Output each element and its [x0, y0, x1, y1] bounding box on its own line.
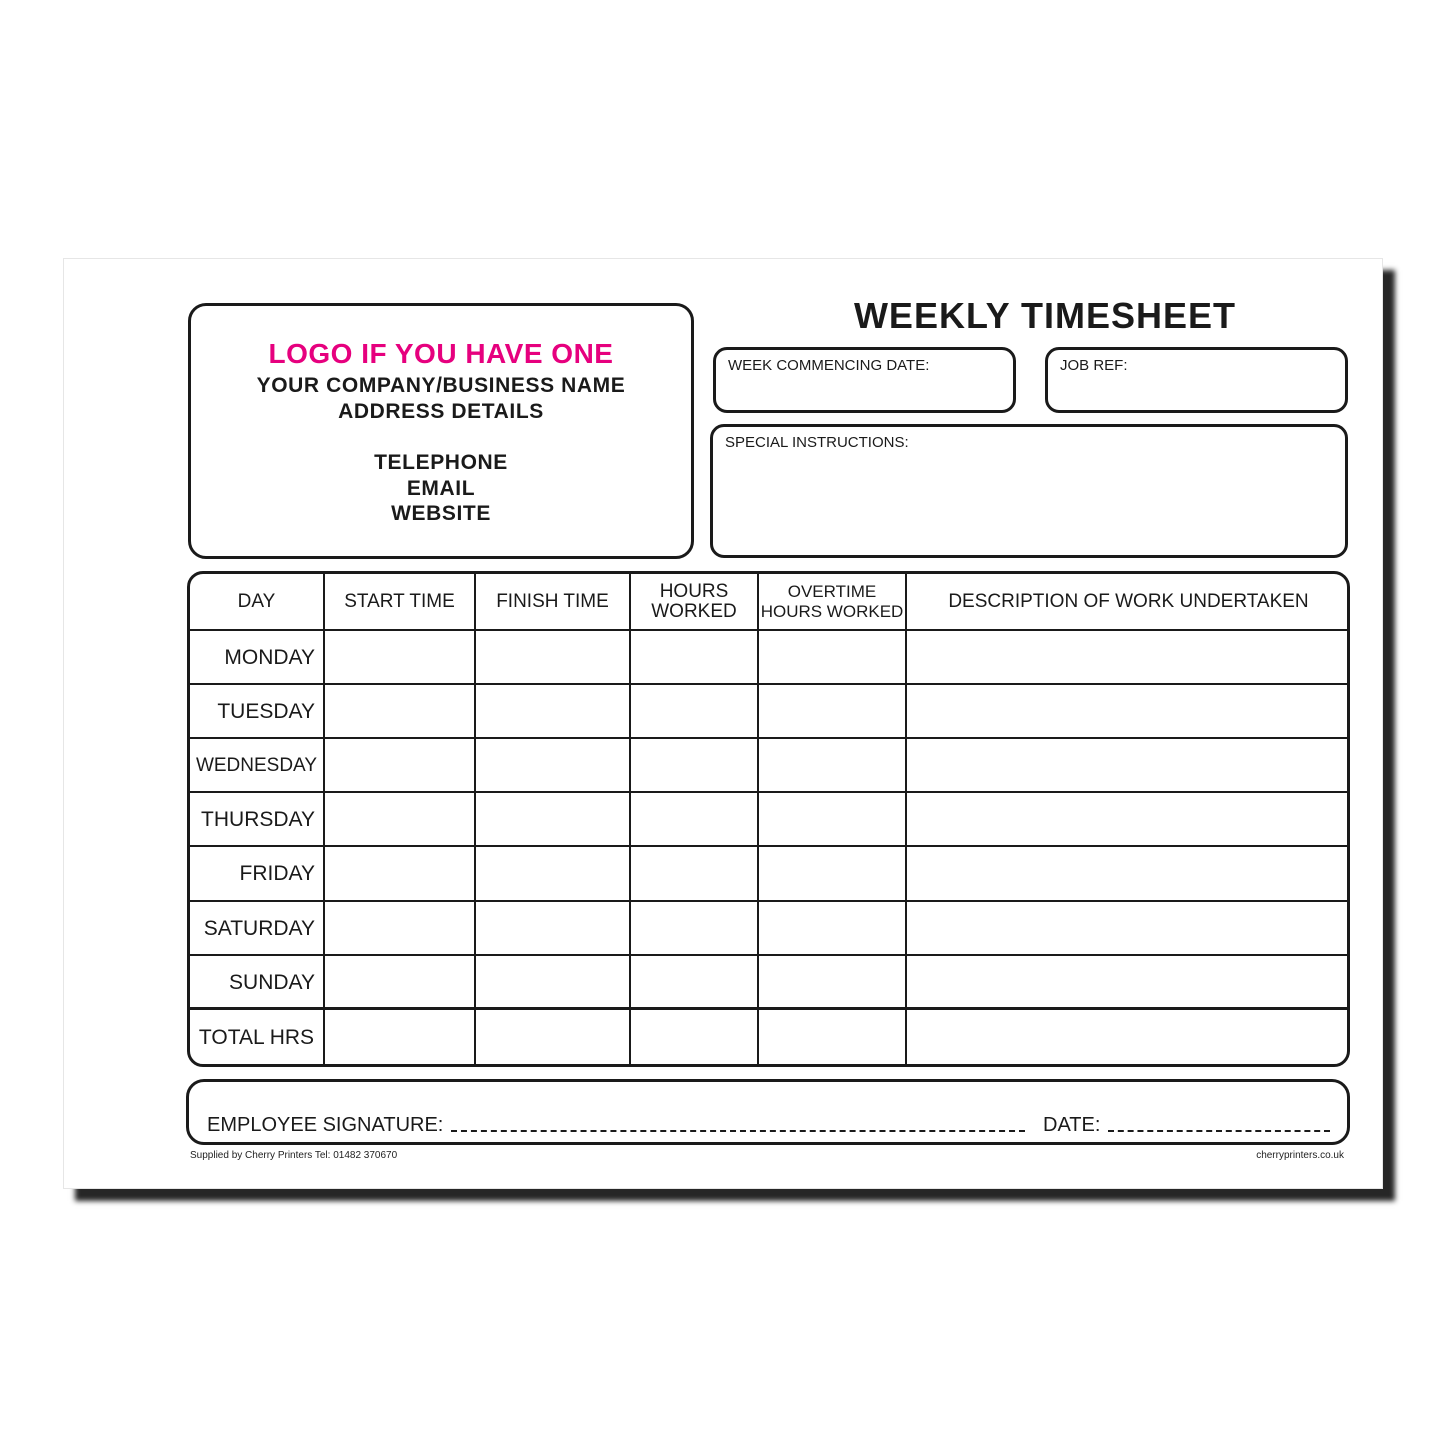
header-hours-worked [631, 574, 757, 630]
header-hours-line2: WORKED [651, 601, 737, 622]
logo-placeholder: LOGO IF YOU HAVE ONE [268, 338, 614, 369]
day-label-wednesday: WEDNESDAY [195, 755, 317, 776]
company-telephone: TELEPHONE [374, 451, 508, 474]
row-divider [190, 845, 1347, 847]
employee-signature-line[interactable] [451, 1130, 1025, 1132]
column-divider [757, 574, 759, 1064]
header-day: DAY [237, 591, 276, 612]
header-hours-line1: HOURS [659, 581, 729, 602]
total-row-divider [190, 1007, 1347, 1010]
row-divider [190, 737, 1347, 739]
column-divider [905, 574, 907, 1064]
week-commencing-field[interactable] [713, 347, 1016, 413]
timesheet-sheet [63, 258, 1383, 1189]
day-label-tuesday: TUESDAY [217, 700, 315, 723]
signature-box [186, 1079, 1350, 1145]
day-label-friday: FRIDAY [239, 862, 315, 885]
header-overtime-line1: OVERTIME [787, 582, 877, 601]
special-instructions-field[interactable] [710, 424, 1348, 558]
company-name: YOUR COMPANY/BUSINESS NAME [256, 374, 626, 397]
column-divider [629, 574, 631, 1064]
footer-website: cherryprinters.co.uk [1256, 1150, 1344, 1161]
job-ref-label: JOB REF: [1060, 357, 1128, 374]
header-overtime-line2: HOURS WORKED [760, 602, 904, 621]
row-divider [190, 683, 1347, 685]
header-finish-time: FINISH TIME [496, 591, 609, 612]
timesheet-table [187, 571, 1350, 1067]
date-line[interactable] [1108, 1130, 1330, 1132]
special-instructions-label: SPECIAL INSTRUCTIONS: [725, 434, 909, 451]
day-label-sunday: SUNDAY [229, 971, 315, 994]
column-divider [474, 574, 476, 1064]
row-divider [190, 791, 1347, 793]
day-label-monday: MONDAY [224, 646, 315, 669]
page-title: WEEKLY TIMESHEET [853, 295, 1237, 336]
header-start-time: START TIME [344, 591, 455, 612]
column-divider [323, 574, 325, 1064]
job-ref-field[interactable] [1045, 347, 1348, 413]
header-overtime [759, 574, 905, 630]
week-commencing-label: WEEK COMMENCING DATE: [728, 357, 930, 374]
row-divider [190, 954, 1347, 956]
day-label-thursday: THURSDAY [201, 808, 315, 831]
company-address: ADDRESS DETAILS [338, 400, 544, 423]
employee-signature-label: EMPLOYEE SIGNATURE: [207, 1114, 444, 1136]
day-label-saturday: SATURDAY [203, 917, 315, 940]
total-hours-label: TOTAL HRS [198, 1026, 315, 1049]
company-website: WEBSITE [391, 502, 491, 525]
company-email: EMAIL [406, 477, 476, 500]
footer-supplier: Supplied by Cherry Printers Tel: 01482 370670 [190, 1150, 398, 1161]
header-description: DESCRIPTION OF WORK UNDERTAKEN [948, 591, 1309, 612]
date-label: DATE: [1043, 1114, 1101, 1136]
row-divider [190, 900, 1347, 902]
company-details-box [188, 303, 694, 559]
